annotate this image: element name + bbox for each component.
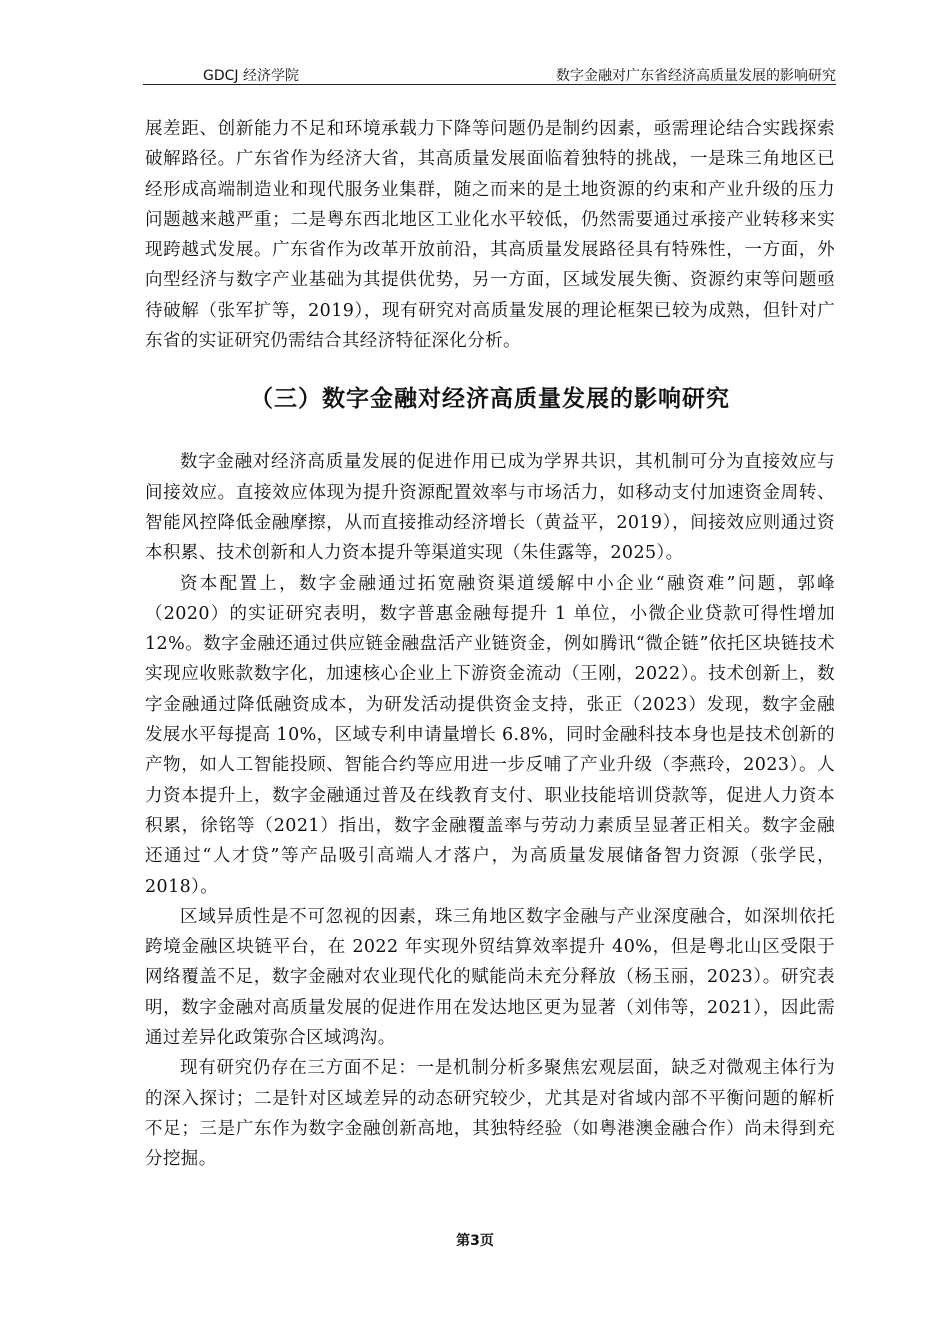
paragraph: 数字金融对经济高质量发展的促进作用已成为学界共识，其机制可分为直接效应与间接效应。直接效应体现为提升资源配置效率与市场活力，如移动支付加速资金周转、智能风控降低金融摩擦，从而直接推动经济增长（黄益平，2019），间接效应则通过资本积累、技术创新和人力资本提升等渠道实现（朱佳露等，2025）。 [145,452,835,564]
document-body [145,114,835,1175]
paragraph-continued: 展差距、创新能力不足和环境承载力下降等问题仍是制约因素，亟需理论结合实践探索破解路径。广东省作为经济大省，其高质量发展面临着独特的挑战，一是珠三角地区已经形成高端制造业和现代服务业集群，随之而来的是土地资源的约束和产业升级的压力问题越来越严重；二是粤东西北地区工业化水平较低，仍然需要通过承接产业转移来实现跨越式发展。广东省作为改革开放前沿，其高质量发展路径具有特殊性，一方面，外向型经济与数字产业基础为其提供优势，另一方面，区域发展失衡、资源约束等问题亟待破解（张军扩等，2019），现有研究对高质量发展的理论框架已较为成熟，但针对广东省的实证研究仍需结合其经济特征深化分析。 [145,119,835,352]
page-number: 第3页 [456,1233,494,1249]
section-heading: （三）数字金融对经济高质量发展的影响研究 [250,386,730,413]
page-header [143,62,836,85]
paragraph: 现有研究仍存在三方面不足：一是机制分析多聚焦宏观层面，缺乏对微观主体行为的深入探讨；二是针对区域差异的动态研究较少，尤其是对省域内部不平衡问题的解析不足；三是广东作为数字金融创新高地，其独特经验（如粤港澳金融合作）尚未得到充分挖掘。 [145,1058,835,1170]
paragraph: 区域异质性是不可忽视的因素，珠三角地区数字金融与产业深度融合，如深圳依托跨境金融区块链平台，在 2022 年实现外贸结算效率提升 40%，但是粤北山区受限于网络覆盖不足，数字金融对农业现代化的赋能尚未充分释放（杨玉丽，2023）。研究表明，数字金融对高质量发展的促进作用在发达地区更为显著（刘伟等，2021），因此需通过差异化政策弥合区域鸿沟。 [145,906,835,1049]
paragraph: 资本配置上，数字金融通过拓宽融资渠道缓解中小企业“融资难”问题，郭峰（2020）的实证研究表明，数字普惠金融每提升 1 单位，小微企业贷款可得性增加 12%。数字金融还通过供应链金融盘活产业链资金，例如腾讯“微企链”依托区块链技术实现应收账款数字化，加速核心企业上下游资金流动（王刚，2022）。技术创新上，数字金融通过降低融资成本，为研发活动提供资金支持，张正（2023）发现，数字金融发展水平每提高 10%，区域专利申请量增长 6.8%，同时金融科技本身也是技术创新的产物，如人工智能投顾、智能合约等应用进一步反哺了产业升级（李燕玲，2023）。人力资本提升上，数字金融通过普及在线教育支付、职业技能培训贷款等，促进人力资本积累，徐铭等（2021）指出，数字金融覆盖率与劳动力素质呈显著正相关。数字金融还通过“人才贷”等产品吸引高端人才落户，为高质量发展储备智力资源（张学民，2018）。 [145,573,835,897]
header-institution: GDCJ 经济学院 [203,68,299,84]
header-paper-title: 数字金融对广东省经济高质量发展的影响研究 [556,68,836,84]
